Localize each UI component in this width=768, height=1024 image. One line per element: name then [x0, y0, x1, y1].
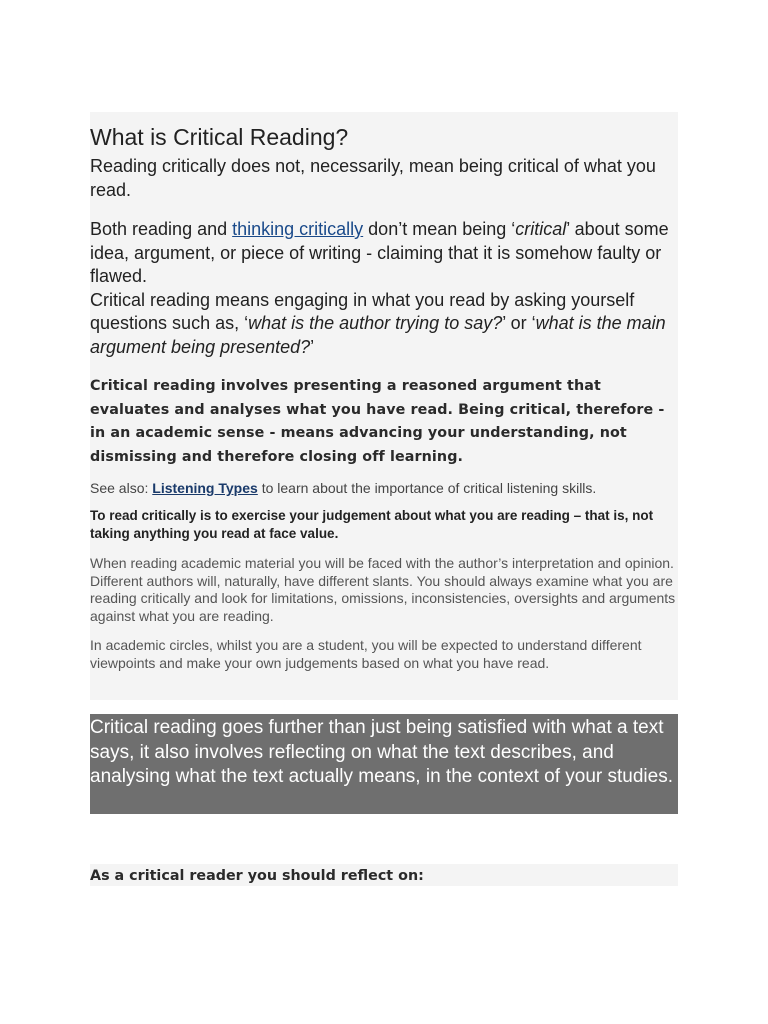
- para2-text: Critical reading means engaging in what you read by asking yourself questions such as, ‘: [90, 289, 635, 333]
- see-also-prefix: See also:: [90, 480, 153, 496]
- reasoned-argument-paragraph: Critical reading involves presenting a reasoned argument that evaluates and analyses what you have read. Being critical, therefore - in an academic sense - means advancing your understanding, not dismissing and therefore closing off learning.: [90, 378, 665, 465]
- para1-text-start: Both reading and: [90, 219, 233, 239]
- highlight-text: Critical reading goes further than just being satisfied with what a text says, it also involves reflecting on what the text describes, and analysing what the text actually means, in the context of your studies.: [90, 717, 673, 787]
- para2-question-1: what is the author trying to say?: [248, 313, 503, 333]
- lead-paragraph: Reading critically does not, necessarily, mean being critical of what you read.: [90, 156, 656, 200]
- para2-text-end: ’: [310, 336, 315, 357]
- reflect-heading: As a critical reader you should reflect on:: [90, 868, 424, 884]
- para1-text-mid: don’t mean being ‘: [363, 219, 516, 239]
- academic-circles-paragraph: In academic circles, whilst you are a student, you will be expected to understand different viewpoints and make your own judgements based on what you have read.: [90, 637, 642, 671]
- judgement-paragraph: To read critically is to exercise your judgement about what you are reading – that is, not taking anything you read at face value.: [90, 508, 654, 541]
- highlight-box: [90, 714, 678, 814]
- para2-text-mid: ’ or ‘: [502, 313, 536, 333]
- para2-question-2: what is the main argument being presented?: [90, 313, 666, 357]
- article-body: [90, 112, 678, 672]
- thinking-critically-link[interactable]: thinking critically: [232, 219, 364, 239]
- paragraph-thinking-critically: [90, 202, 678, 359]
- see-also-suffix: to learn about the importance of critical listening skills.: [257, 480, 597, 496]
- see-also-line: [90, 469, 678, 497]
- listening-types-link[interactable]: Listening Types: [152, 480, 258, 496]
- page-title: What is Critical Reading?: [90, 124, 349, 150]
- para1-text-end: ’ about some idea, argument, or piece of writing - claiming that it is somehow faulty or flawed.: [90, 219, 669, 286]
- para1-italic-critical: critical: [515, 219, 567, 239]
- reflect-heading-bar: [90, 864, 678, 886]
- academic-material-paragraph: When reading academic material you will be faced with the author’s interpretation and opinion. Different authors will, naturally, have different slants. You should always examine what you are reading critically and look for limitations, omissions, inconsistencies, oversights and arguments against what you are reading.: [90, 555, 676, 624]
